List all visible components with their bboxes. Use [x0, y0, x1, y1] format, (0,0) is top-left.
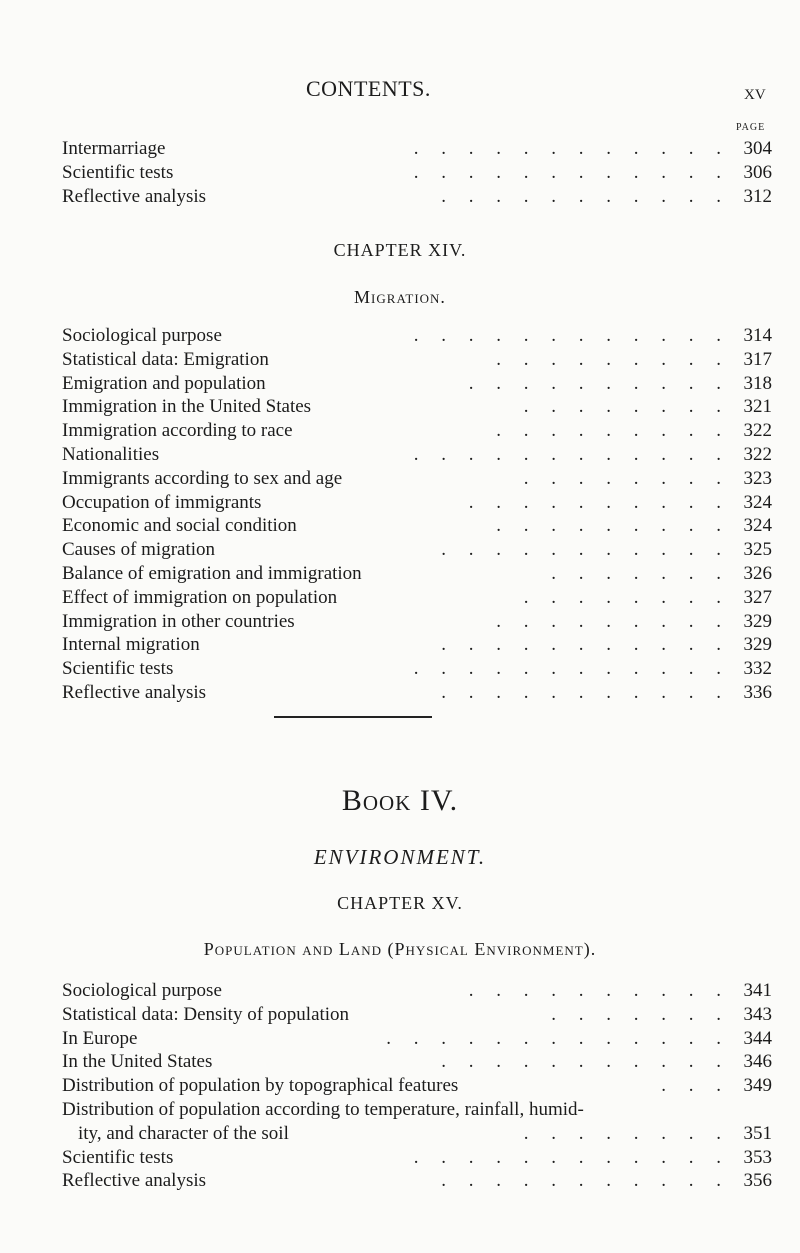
toc-entry-label: In Europe	[62, 1027, 138, 1049]
toc-top-entries	[62, 138, 772, 209]
leader-dots: . . . . . . . . . . . .	[413, 161, 730, 183]
leader-dots: . . . . . . . . . . . .	[413, 658, 730, 680]
toc-entry-wrapped-first-line[interactable]	[62, 1099, 772, 1123]
toc-entry-page: 306	[743, 161, 772, 183]
chapter-15-heading: CHAPTER XV.	[337, 893, 463, 913]
toc-entry[interactable]	[62, 611, 772, 635]
toc-entry[interactable]	[62, 420, 772, 444]
leader-dots: . . . . . . . . . . . .	[413, 1146, 730, 1168]
leader-dots: . . . . . . . . . .	[468, 491, 730, 513]
toc-entry-label: Scientific tests	[62, 1146, 174, 1168]
leader-dots: . . .	[661, 1075, 730, 1097]
leader-dots: . . . . . . . . . .	[468, 980, 730, 1001]
book-subtitle: ENVIRONMENT.	[313, 845, 487, 869]
toc-entry-label: Distribution of population by topographical features	[62, 1075, 459, 1097]
toc-entry-label: Reflective analysis	[62, 681, 207, 703]
toc-entry-label: Scientific tests	[62, 658, 174, 680]
leader-dots: . . . . . . . . . . .	[441, 634, 730, 656]
leader-dots: . . . . . . . . .	[496, 420, 730, 442]
leader-dots: . . . . . . . . . . .	[441, 185, 730, 207]
toc-entry-page: 351	[743, 1122, 772, 1144]
toc-entry-page: 356	[743, 1170, 772, 1192]
toc-entry-page: 349	[743, 1075, 772, 1097]
toc-entry[interactable]	[62, 444, 772, 468]
toc-entry[interactable]	[62, 1004, 772, 1028]
running-head	[0, 76, 800, 106]
toc-entry[interactable]	[62, 539, 772, 563]
toc-entry[interactable]	[62, 468, 772, 492]
toc-entry[interactable]	[62, 162, 772, 186]
leader-dots: . . . . . . .	[551, 562, 730, 584]
toc-chapter-15	[62, 980, 772, 1194]
toc-entry[interactable]	[62, 1170, 772, 1194]
toc-entry-page: 325	[743, 539, 772, 561]
toc-entry-label: ity, and character of the soil	[78, 1122, 289, 1144]
toc-entry-label: Emigration and population	[62, 372, 266, 394]
toc-entry-label: Effect of immigration on population	[62, 586, 338, 608]
toc-entry-page: 312	[743, 185, 772, 207]
leader-dots: . . . . . . . .	[523, 396, 730, 418]
leader-dots: . . . . . . . . . . . . .	[386, 1027, 730, 1049]
page-title: CONTENTS.	[306, 76, 431, 101]
toc-entry[interactable]	[62, 325, 772, 349]
toc-entry-label: Intermarriage	[62, 138, 166, 159]
toc-entry-page: 322	[743, 420, 772, 442]
toc-entry-label: Scientific tests	[62, 161, 174, 183]
leader-dots: . . . . . . . .	[523, 1122, 730, 1144]
toc-entry[interactable]	[62, 1147, 772, 1171]
toc-entry-label: Internal migration	[62, 634, 200, 656]
toc-entry-page: 332	[743, 658, 772, 680]
leader-dots: . . . . . . . . .	[496, 348, 730, 370]
toc-entry-label: Immigration in the United States	[62, 396, 312, 418]
leader-dots: . . . . . . . .	[523, 586, 730, 608]
toc-entry-page: 329	[743, 634, 772, 656]
toc-entry-label: Sociological purpose	[62, 325, 222, 346]
toc-entry-page: 346	[743, 1051, 772, 1073]
leader-dots: . . . . . . . . . .	[468, 372, 730, 394]
toc-entry-page: 324	[743, 491, 772, 513]
toc-entry-page: 344	[743, 1027, 772, 1049]
toc-entry[interactable]	[62, 1051, 772, 1075]
toc-entry[interactable]	[62, 138, 772, 162]
chapter-14-heading: CHAPTER XIV.	[333, 240, 467, 260]
toc-entry[interactable]	[62, 634, 772, 658]
toc-chapter-14	[62, 325, 772, 706]
toc-entry[interactable]	[62, 682, 772, 706]
toc-entry-page: 321	[743, 396, 772, 418]
toc-entry[interactable]	[62, 373, 772, 397]
leader-dots: . . . . . . . . . . . .	[413, 325, 730, 346]
toc-entry[interactable]	[62, 1075, 772, 1099]
toc-entry-page: 326	[743, 562, 772, 584]
toc-entry[interactable]	[62, 186, 772, 210]
page-column-label: PAGE	[736, 122, 766, 133]
section-divider	[274, 716, 432, 718]
toc-entry[interactable]	[62, 1123, 772, 1147]
leader-dots: . . . . . . . . . . .	[441, 1051, 730, 1073]
toc-entry-page: 353	[743, 1146, 772, 1168]
toc-entry-page: 329	[743, 610, 772, 632]
toc-entry[interactable]	[62, 349, 772, 373]
toc-entry[interactable]	[62, 563, 772, 587]
toc-entry-page: 341	[743, 980, 772, 1001]
toc-entry[interactable]	[62, 658, 772, 682]
leader-dots: . . . . . . .	[551, 1003, 730, 1025]
toc-entry-page: 343	[743, 1003, 772, 1025]
toc-entry-page: 317	[743, 348, 772, 370]
toc-entry-label: Distribution of population according to temperature, rainfall, humid-	[62, 1098, 584, 1120]
toc-entry-label: Balance of emigration and immigration	[62, 562, 362, 584]
toc-entry-label: Immigrants according to sex and age	[62, 467, 343, 489]
toc-entry-page: 314	[743, 325, 772, 346]
toc-entry-label: Reflective analysis	[62, 185, 207, 207]
toc-entry-page: 318	[743, 372, 772, 394]
toc-entry[interactable]	[62, 980, 772, 1004]
toc-entry-label: Reflective analysis	[62, 1170, 207, 1192]
toc-entry-page: 336	[743, 681, 772, 703]
leader-dots: . . . . . . . . . . . .	[413, 443, 730, 465]
leader-dots: . . . . . . . . . . . .	[413, 138, 730, 159]
toc-entry-label: Sociological purpose	[62, 980, 222, 1001]
leader-dots: . . . . . . . . .	[496, 515, 730, 537]
toc-entry-page: 322	[743, 443, 772, 465]
leader-dots: . . . . . . . . . . .	[441, 1170, 730, 1192]
toc-entry-label: Nationalities	[62, 443, 160, 465]
page-number: xv	[744, 80, 766, 104]
leader-dots: . . . . . . . . . . .	[441, 681, 730, 703]
toc-entry-page: 327	[743, 586, 772, 608]
toc-entry-page: 304	[743, 138, 772, 159]
toc-entry[interactable]	[62, 492, 772, 516]
toc-entry-label: In the United States	[62, 1051, 213, 1073]
toc-entry[interactable]	[62, 1028, 772, 1052]
toc-entry-page: 323	[743, 467, 772, 489]
book-title: Book IV.	[341, 784, 459, 817]
leader-dots: . . . . . . . .	[523, 467, 730, 489]
toc-entry-label: Occupation of immigrants	[62, 491, 262, 513]
toc-entry[interactable]	[62, 515, 772, 539]
leader-dots: . . . . . . . . .	[496, 610, 730, 632]
chapter-15-subtitle: Population and Land (Physical Environment).	[203, 939, 597, 959]
toc-entry-page: 324	[743, 515, 772, 537]
toc-entry[interactable]	[62, 396, 772, 420]
toc-entry-label: Statistical data: Emigration	[62, 348, 269, 370]
toc-entry-label: Statistical data: Density of population	[62, 1003, 350, 1025]
toc-entry-label: Causes of migration	[62, 539, 216, 561]
leader-dots: . . . . . . . . . . .	[441, 539, 730, 561]
toc-entry-label: Immigration in other countries	[62, 610, 295, 632]
chapter-14-subtitle: Migration.	[354, 287, 446, 307]
toc-entry[interactable]	[62, 587, 772, 611]
toc-entry-label: Economic and social condition	[62, 515, 297, 537]
toc-entry-label: Immigration according to race	[62, 420, 293, 442]
